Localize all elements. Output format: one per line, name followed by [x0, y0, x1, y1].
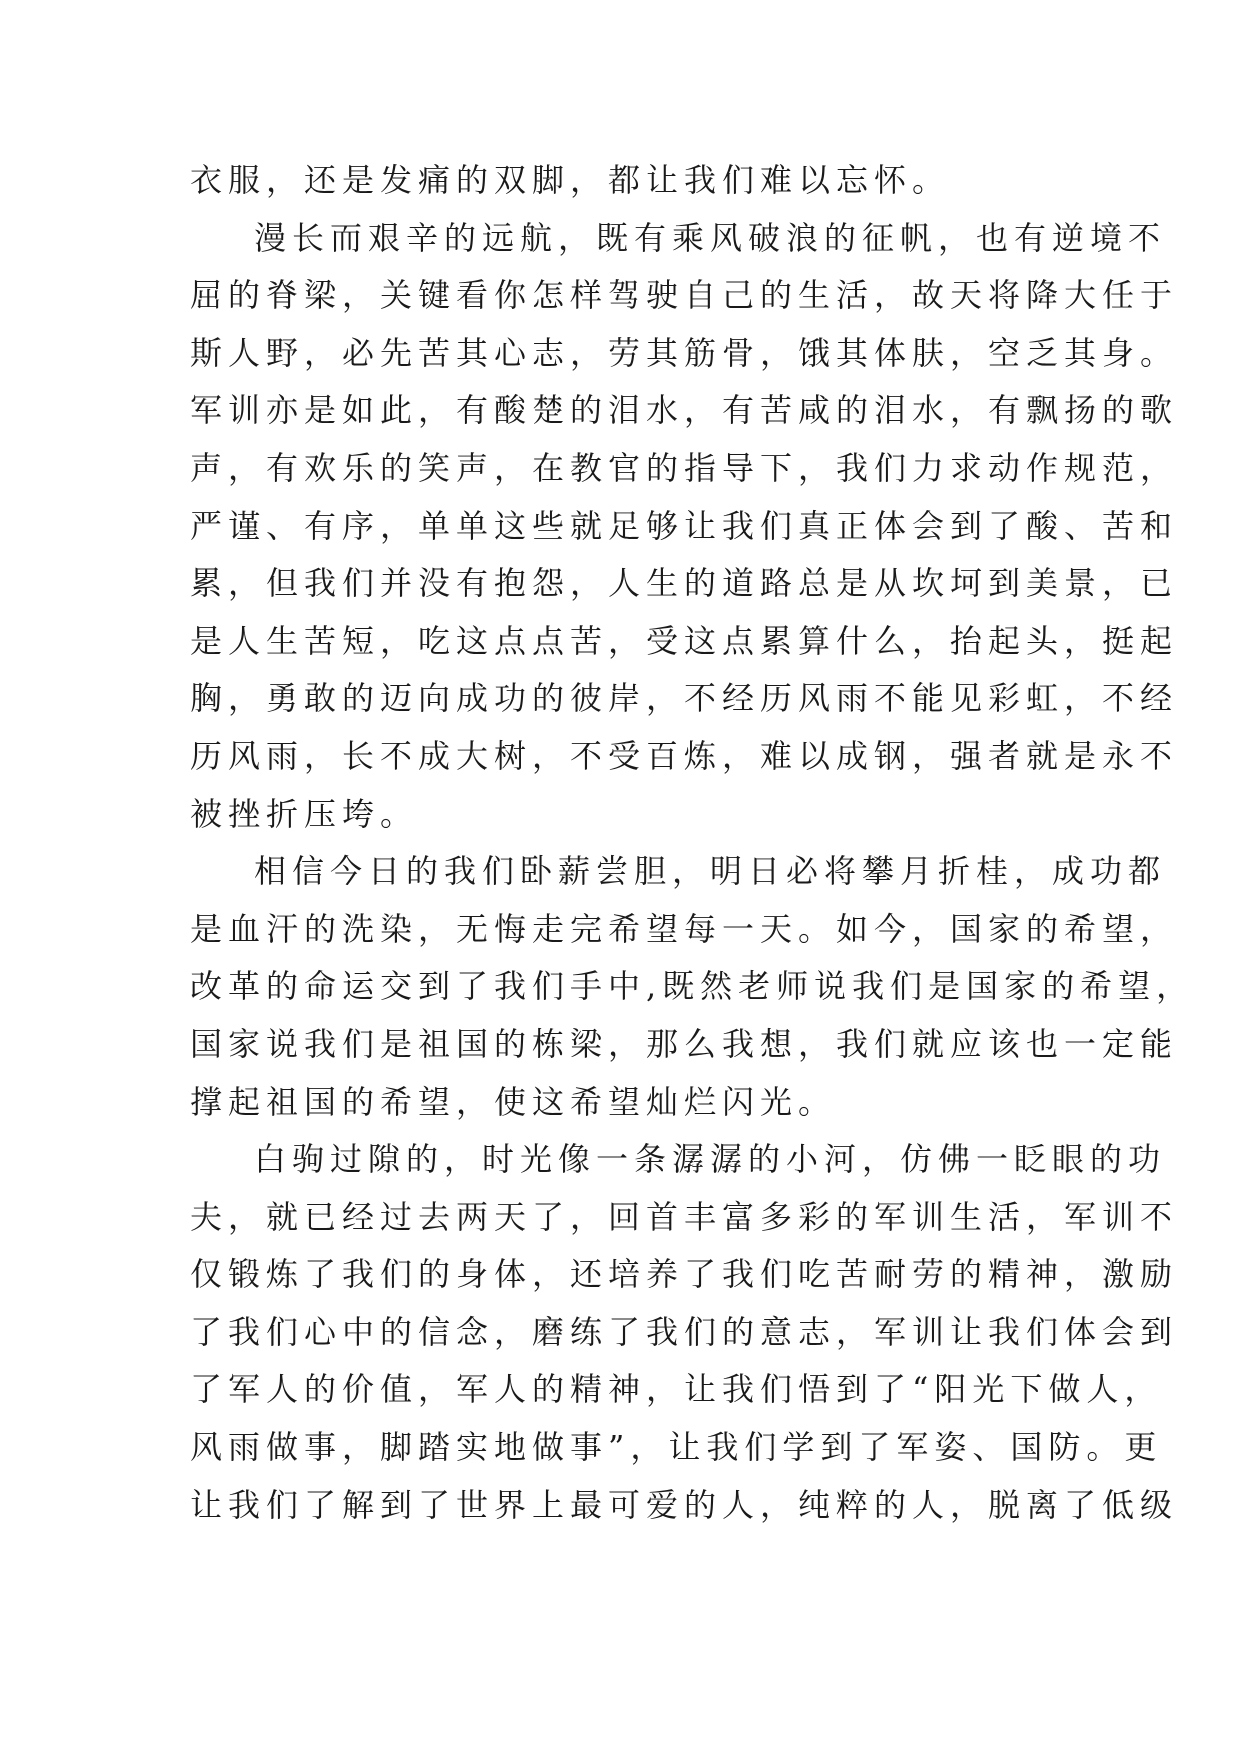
text-line: 国家说我们是祖国的栋梁，那么我想，我们就应该也一定能 — [190, 1024, 1179, 1063]
text-line: 漫长而艰辛的远航，既有乘风破浪的征帆，也有逆境不 — [254, 218, 1167, 257]
text-line: 被挫折压垮。 — [190, 794, 419, 833]
text-line: 是血汗的洗染，无悔走完希望每一天。如今，国家的希望， — [190, 909, 1179, 948]
text-line: 仅锻炼了我们的身体，还培养了我们吃苦耐劳的精神，激励 — [190, 1255, 1179, 1294]
text-line: 胸，勇敢的迈向成功的彼岸，不经历风雨不能见彩虹，不经 — [190, 679, 1179, 718]
text-line: 改革的命运交到了我们手中,既然老师说我们是国家的希望， — [190, 967, 1195, 1006]
text-line: 屈的脊梁，关键看你怎样驾驶自己的生活，故天将降大任于 — [190, 276, 1179, 315]
text-line: 声，有欢乐的笑声，在教官的指导下，我们力求动作规范， — [190, 448, 1179, 487]
text-line: 累，但我们并没有抱怨，人生的道路总是从坎坷到美景，已 — [190, 564, 1179, 603]
text-line: 衣服，还是发痛的双脚，都让我们难以忘怀。 — [190, 161, 951, 199]
text-line: 撑起祖国的希望，使这希望灿烂闪光。 — [190, 1082, 837, 1121]
text-line: 风雨做事，脚踏实地做事”，让我们学到了军姿、国防。更 — [190, 1428, 1163, 1467]
text-line: 白驹过隙的，时光像一条潺潺的小河，仿佛一眨眼的功 — [254, 1140, 1167, 1179]
text-line: 军训亦是如此，有酸楚的泪水，有苦咸的泪水，有飘扬的歌 — [190, 391, 1179, 430]
text-line: 夫，就已经过去两天了，回首丰富多彩的军训生活，军训不 — [190, 1197, 1179, 1236]
text-line: 了军人的价值，军人的精神，让我们悟到了“阳光下做人， — [190, 1370, 1163, 1409]
text-line: 了我们心中的信念，磨练了我们的意志，军训让我们体会到 — [190, 1312, 1179, 1351]
text-line: 相信今日的我们卧薪尝胆，明日必将攀月折桂，成功都 — [254, 852, 1167, 891]
text-line: 是人生苦短，吃这点点苦，受这点累算什么，抬起头，挺起 — [190, 621, 1179, 660]
text-line: 让我们了解到了世界上最可爱的人，纯粹的人，脱离了低级 — [190, 1485, 1179, 1524]
text-line: 严谨、有序，单单这些就足够让我们真正体会到了酸、苦和 — [190, 506, 1179, 545]
text-line: 斯人野，必先苦其心志，劳其筋骨，饿其体肤，空乏其身。 — [190, 333, 1179, 372]
text-line: 历风雨，长不成大树，不受百炼，难以成钢，强者就是永不 — [190, 736, 1179, 775]
body-text — [190, 152, 1195, 1534]
